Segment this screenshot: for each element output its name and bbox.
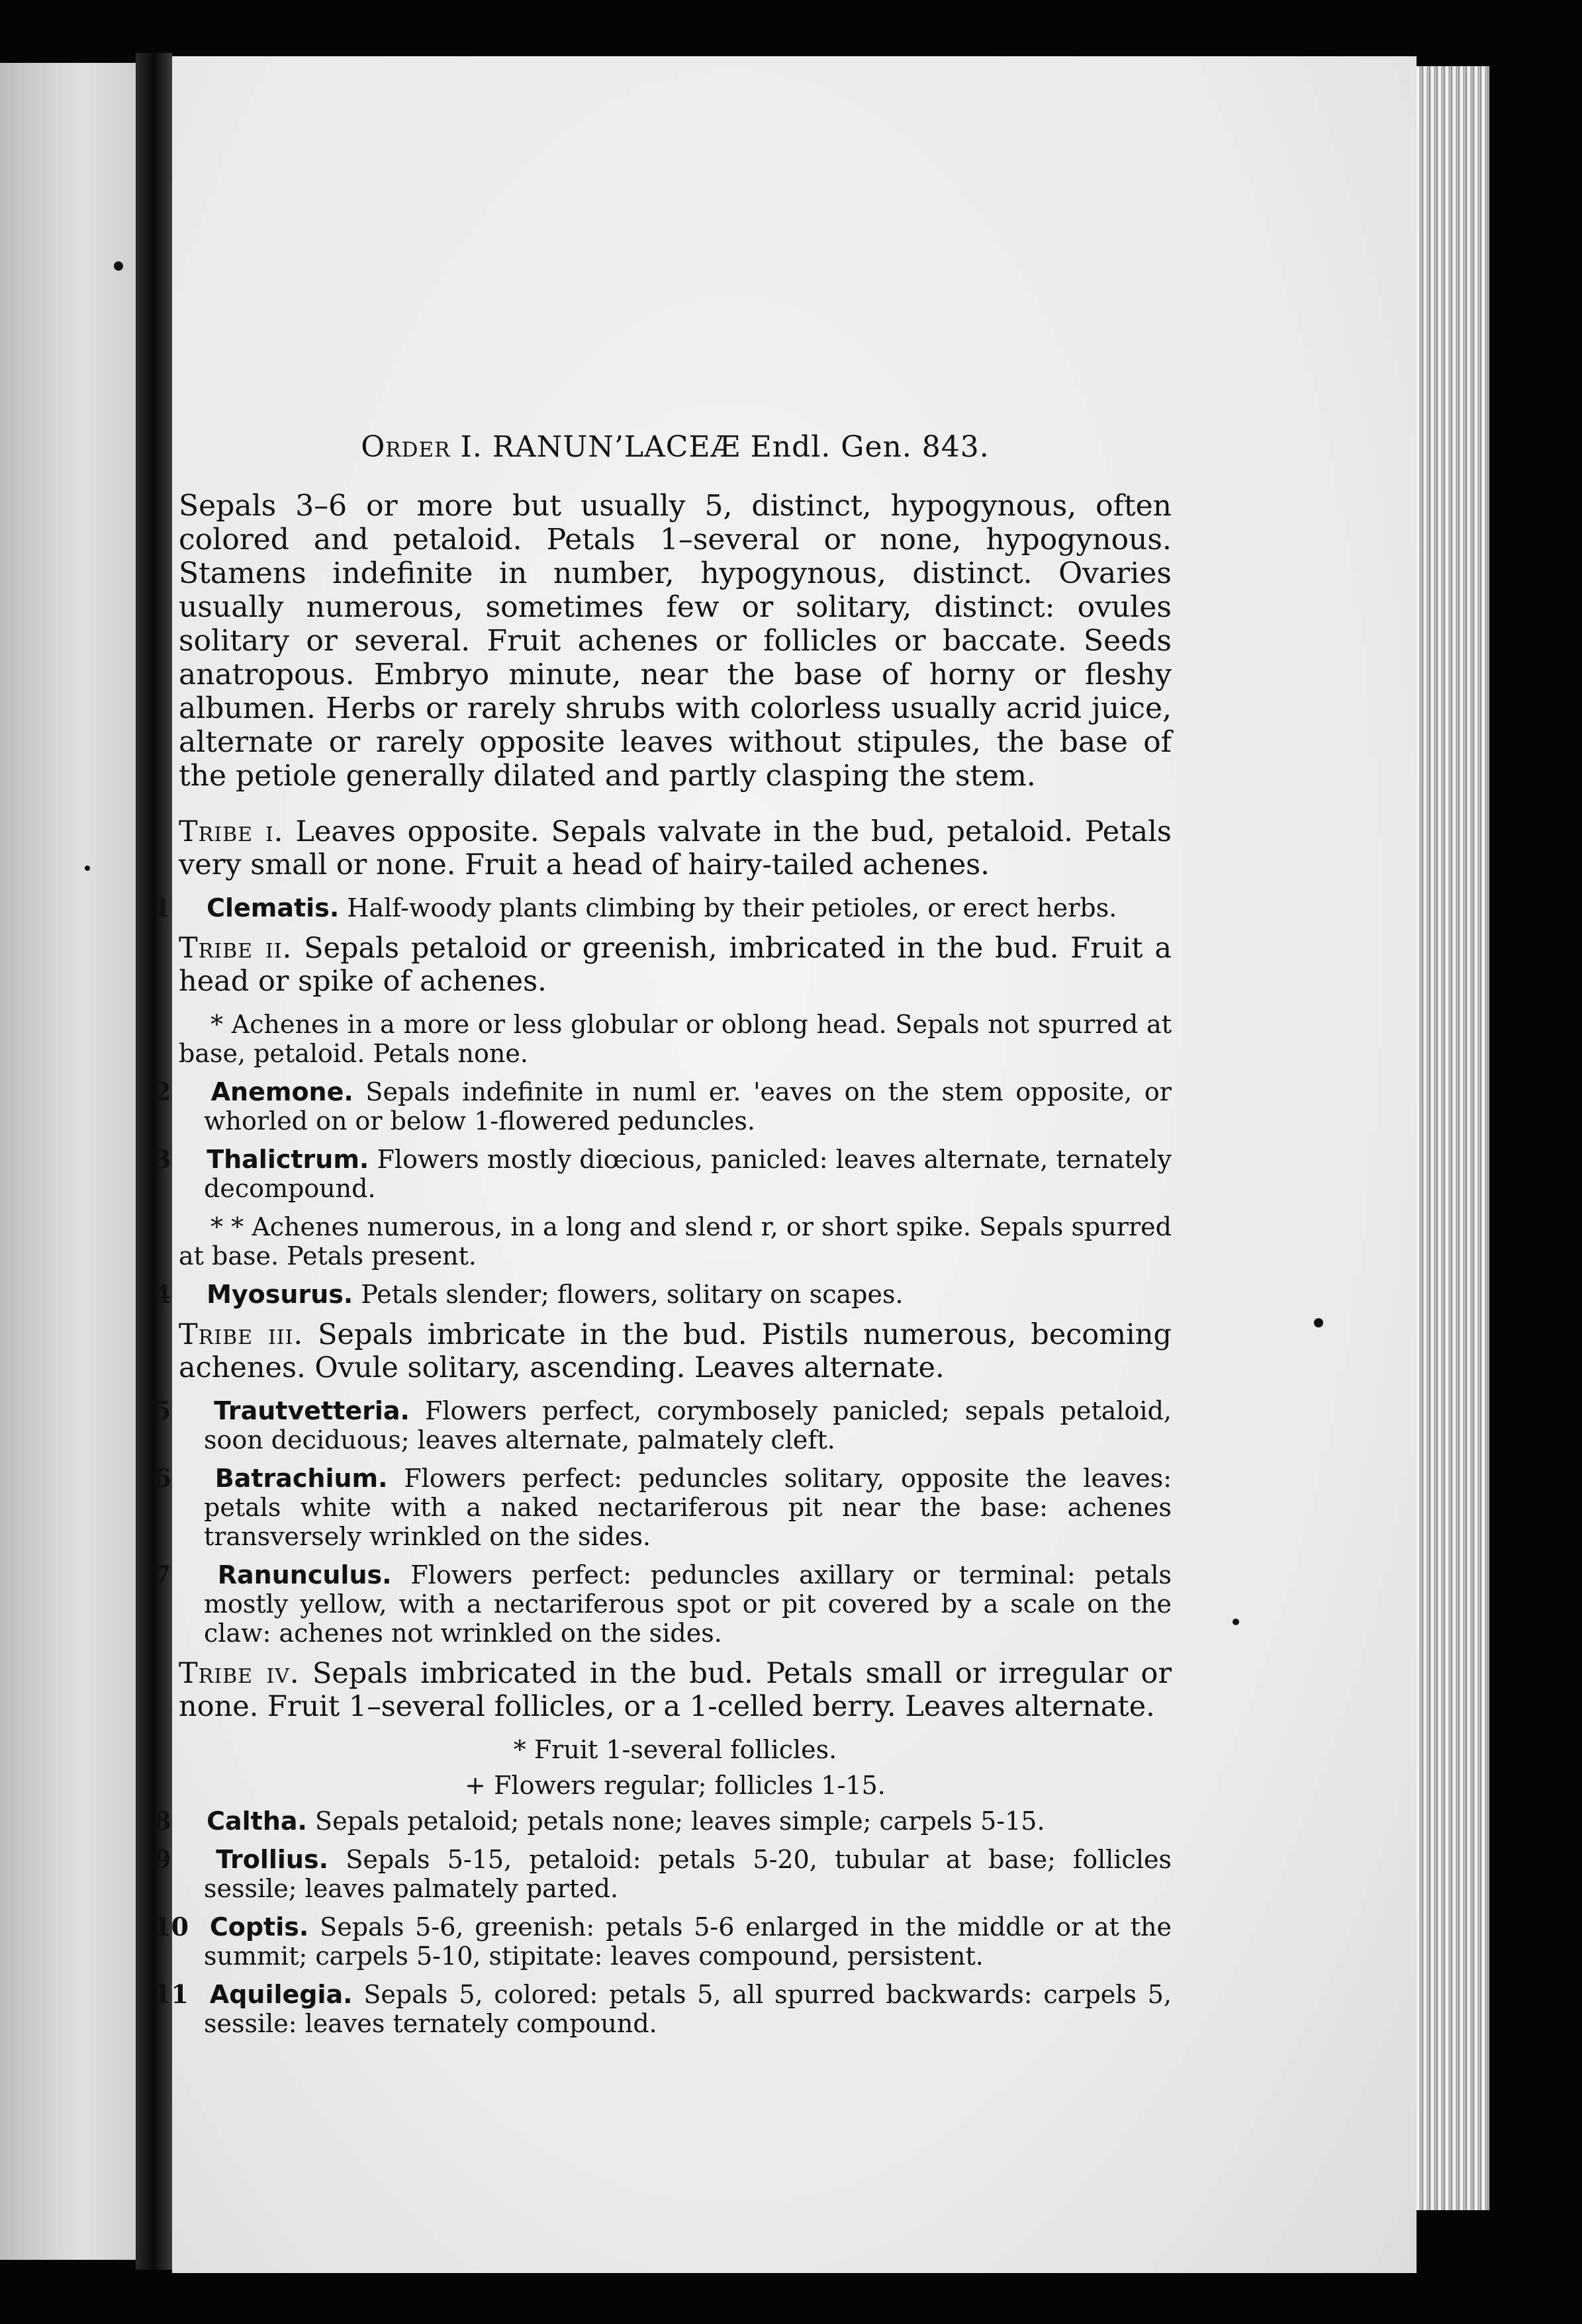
speck — [114, 261, 123, 271]
genus-number: 6 — [154, 1463, 171, 1493]
genus-text: Half-woody plants climbing by their petioles, or erect herbs. — [347, 893, 1117, 922]
genus-entry — [154, 1077, 1172, 1136]
facing-page — [0, 63, 136, 2260]
genus-name: Thalictrum. — [207, 1145, 369, 1174]
speck — [85, 866, 90, 871]
genus-text: Flowers perfect: peduncles axillary or terminal: petals mostly yellow, with a nectariferous spot or pit covered by a scale on the claw: achenes not wrinkled on the sides. — [204, 1560, 1172, 1648]
tribe-text: Sepals imbricate in the bud. Pistils numerous, becoming achenes. Ovule solitary, ascending. Leaves alternate. — [179, 1318, 1172, 1384]
genus-name: Trautvetteria. — [214, 1396, 410, 1425]
genus-name: Trollius. — [216, 1845, 329, 1874]
genus-number: 2 — [154, 1077, 171, 1106]
genus-name: Batrachium. — [214, 1464, 388, 1493]
tribe-4 — [179, 1657, 1172, 1723]
genus-entry — [154, 1912, 1172, 1971]
family-tail: LACEÆ Endl. Gen. 843. — [624, 430, 990, 464]
genus-text: Sepals 5-6, greenish: petals 5-6 enlarged in the middle or at the summit; carpels 5-10, stipitate: leaves compound, persistent. — [204, 1912, 1172, 1971]
subsection-note: + Flowers regular; follicles 1-15. — [465, 1771, 886, 1800]
page-edges — [1417, 66, 1489, 2210]
speck — [1233, 1619, 1239, 1625]
genus-name: Coptis. — [209, 1912, 309, 1942]
order-text: I. RANUN — [460, 430, 614, 464]
section-note: * Achenes in a more or less globular or oblong head. Sepals not spurred at base, petaloid. Petals none. — [179, 1010, 1172, 1068]
tribe-text: Sepals petaloid or greenish, imbricated in the bud. Fruit a head or spike of achenes. — [179, 932, 1172, 998]
genus-name: Ranunculus. — [217, 1560, 392, 1589]
tribe-3 — [179, 1318, 1172, 1384]
tribe-label: Tribe iv. — [179, 1657, 300, 1690]
genus-number: 4 — [154, 1279, 171, 1309]
page-content — [154, 430, 1172, 2047]
section-note: * Fruit 1-several follicles. — [513, 1735, 837, 1764]
genus-number: 10 — [154, 1912, 189, 1942]
genus-entry — [154, 1979, 1172, 2038]
tribe-label: Tribe i. — [179, 815, 284, 848]
order-description: Sepals 3–6 or more but usually 5, distinct, hypogynous, often colored and petaloid. Petals 1–several or none, hypogynous. Stamens indefinite in number, hypogynous, distinct. Ovaries usually numerous, sometimes few or solitary, distinct: ovules solitary or several. Fruit achenes or follicles or baccate. Seeds anatropous. Embryo minute, near the base of horny or fleshy albumen. Herbs or rarely shrubs with colorless usually acrid juice, alternate or rarely opposite leaves without stipules, the base of the petiole generally dilated and partly clasping the stem. — [179, 489, 1172, 793]
tribe-2 — [179, 932, 1172, 998]
tribe-label: Tribe iii. — [179, 1318, 304, 1351]
genus-number: 11 — [154, 1979, 189, 2009]
genus-text: Flowers perfect: peduncles solitary, opposite the leaves: petals white with a naked nectariferous pit near the base: achenes transversely wrinkled on the sides. — [204, 1464, 1172, 1551]
genus-name: Anemone. — [210, 1077, 353, 1106]
genus-number: 8 — [154, 1806, 171, 1836]
tribe-text: Sepals imbricated in the bud. Petals small or irregular or none. Fruit 1–several follicles, or a 1-celled berry. Leaves alternate. — [179, 1657, 1172, 1723]
section-note: * * Achenes numerous, in a long and slend r, or short spike. Sepals spurred at base. Petals present. — [179, 1212, 1172, 1271]
genus-name: Caltha. — [207, 1807, 307, 1836]
genus-number: 9 — [154, 1844, 171, 1874]
genus-entry — [154, 1806, 1172, 1836]
gap-mark: ’ — [614, 430, 624, 464]
genus-text: Sepals indefinite in numl er. 'eaves on the stem opposite, or whorled on or below 1-flowered peduncles. — [204, 1077, 1172, 1136]
order-label: Order — [361, 430, 451, 464]
tribe-1 — [179, 815, 1172, 881]
genus-entry — [154, 1279, 1172, 1309]
genus-text: Sepals petaloid; petals none; leaves simple; carpels 5-15. — [315, 1807, 1045, 1836]
genus-entry — [154, 1463, 1172, 1551]
genus-entry — [154, 1560, 1172, 1648]
genus-text: Sepals 5, colored: petals 5, all spurred backwards: carpels 5, sessile: leaves ternately compound. — [204, 1980, 1172, 2038]
genus-entry — [154, 893, 1172, 922]
genus-name: Aquilegia. — [209, 1980, 353, 2009]
genus-entry — [154, 1144, 1172, 1203]
genus-text: Sepals 5-15, petaloid: petals 5-20, tubular at base; follicles sessile; leaves palmately parted. — [204, 1845, 1172, 1903]
speck — [1314, 1318, 1323, 1327]
genus-name: Clematis. — [207, 893, 340, 922]
genus-text: Flowers perfect, corymbosely panicled; sepals petaloid, soon deciduous; leaves alternate, palmately cleft. — [204, 1396, 1172, 1454]
tribe-label: Tribe ii. — [179, 932, 293, 965]
genus-entry — [154, 1396, 1172, 1454]
order-heading — [179, 430, 1172, 464]
genus-name: Myosurus. — [207, 1280, 353, 1309]
genus-number: 5 — [154, 1396, 171, 1425]
genus-text: Petals slender; flowers, solitary on scapes. — [361, 1280, 904, 1309]
genus-number: 7 — [154, 1560, 171, 1589]
genus-text: Flowers mostly diœcious, panicled: leaves alternate, ternately decompound. — [204, 1145, 1172, 1203]
genus-number: 3 — [154, 1144, 171, 1174]
tribe-text: Leaves opposite. Sepals valvate in the bud, petaloid. Petals very small or none. Fruit a head of hairy-tailed achenes. — [179, 815, 1172, 881]
genus-number: 1 — [154, 893, 171, 922]
genus-entry — [154, 1844, 1172, 1903]
